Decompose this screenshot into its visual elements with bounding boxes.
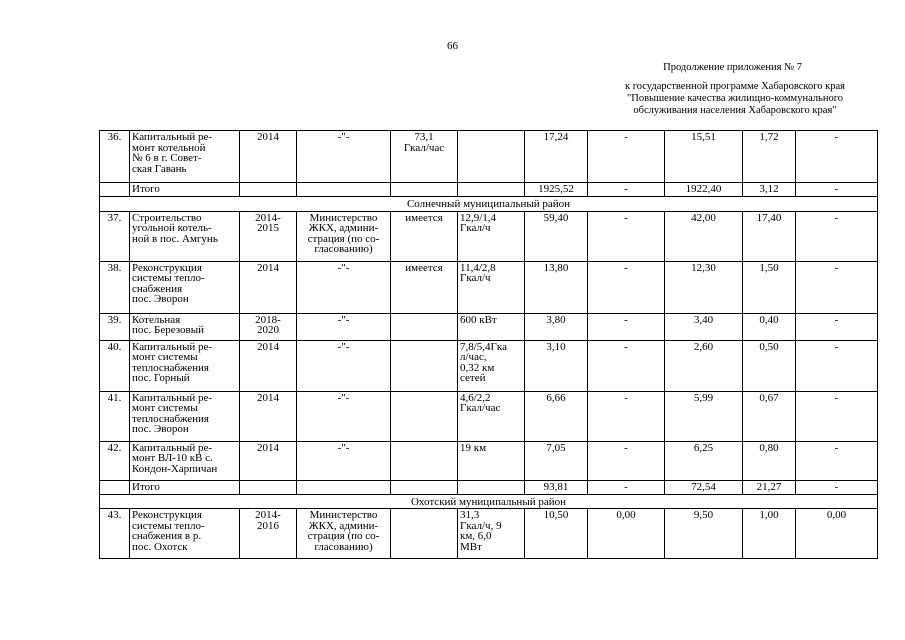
table-row xyxy=(100,211,878,261)
cell-design-docs-power xyxy=(391,261,458,313)
cell-municipal-funds: 17,40 xyxy=(743,211,796,261)
cell-design-docs-power xyxy=(391,391,458,441)
cell-executor: Министерство ЖКХ, админи- страция (по со- гласованию) xyxy=(297,509,391,559)
cell-period: 2014 xyxy=(240,441,297,480)
table-row xyxy=(100,261,878,313)
cell-federal-funds: - xyxy=(588,441,665,480)
cell-capacity: 19 км xyxy=(458,441,525,480)
table-row xyxy=(100,340,878,391)
cell-executor xyxy=(297,183,391,197)
cell-federal-funds: - xyxy=(588,131,665,183)
cell-period xyxy=(240,183,297,197)
cell-period: 2014- 2016 xyxy=(240,509,297,559)
cell-total-cost: 59,40 xyxy=(525,211,588,261)
cell-other-funds: - xyxy=(796,211,878,261)
cell-design-docs-power xyxy=(391,340,458,391)
cell-period: 2014- 2015 xyxy=(240,211,297,261)
table-row xyxy=(100,441,878,480)
cell-other-funds: - xyxy=(796,183,878,197)
table-row xyxy=(100,509,878,559)
cell-other-funds: - xyxy=(796,340,878,391)
cell-object-name: Капитальный ре- монт ВЛ-10 кВ с. Кондон-Харпичан xyxy=(130,441,240,480)
program-line-1: к государственной программе Хабаровского края xyxy=(625,81,845,92)
cell-executor: -"- xyxy=(297,313,391,340)
cell-municipal-funds: 0,50 xyxy=(743,340,796,391)
cell-municipal-funds: 0,67 xyxy=(743,391,796,441)
district-name: Охотский муниципальный район xyxy=(100,494,878,509)
cell-object-name: Итого xyxy=(130,183,240,197)
cell-regional-funds: 1922,40 xyxy=(665,183,743,197)
cell-object-name: Котельная пос. Березовый xyxy=(130,313,240,340)
cell-executor: -"- xyxy=(297,340,391,391)
cell-object-name: Строительство угольной котель- ной в пос. Амгунь xyxy=(130,211,240,261)
cell-regional-funds: 12,30 xyxy=(665,261,743,313)
cell-row-number: 36. xyxy=(100,131,130,183)
cell-executor xyxy=(297,480,391,494)
appendix-continuation: Продолжение приложения № 7 xyxy=(663,62,802,73)
district-name: Солнечный муниципальный район xyxy=(100,197,878,212)
district-header-row xyxy=(100,197,878,212)
cell-total-cost: 10,50 xyxy=(525,509,588,559)
program-table xyxy=(99,130,878,559)
cell-capacity xyxy=(458,183,525,197)
cell-period: 2014 xyxy=(240,391,297,441)
cell-regional-funds: 5,99 xyxy=(665,391,743,441)
cell-capacity xyxy=(458,480,525,494)
cell-regional-funds: 42,00 xyxy=(665,211,743,261)
cell-design-docs-power xyxy=(391,313,458,340)
cell-design-docs-power xyxy=(391,441,458,480)
table-row xyxy=(100,391,878,441)
cell-regional-funds: 9,50 xyxy=(665,509,743,559)
cell-municipal-funds: 1,72 xyxy=(743,131,796,183)
cell-design-docs-power xyxy=(391,509,458,559)
cell-executor: -"- xyxy=(297,441,391,480)
page-number: 66 xyxy=(447,40,458,52)
cell-row-number: 39. xyxy=(100,313,130,340)
cell-other-funds: - xyxy=(796,261,878,313)
cell-object-name: Реконструкция системы тепло- снабжения пос. Эворон xyxy=(130,261,240,313)
cell-other-funds: - xyxy=(796,313,878,340)
cell-municipal-funds: 0,80 xyxy=(743,441,796,480)
cell-design-docs-power xyxy=(391,183,458,197)
table-row xyxy=(100,313,878,340)
cell-municipal-funds: 21,27 xyxy=(743,480,796,494)
cell-other-funds: - xyxy=(796,480,878,494)
power-value: 73,1 Гкал/час xyxy=(403,131,445,154)
cell-federal-funds: - xyxy=(588,391,665,441)
cell-design-docs-power xyxy=(391,211,458,261)
program-line-3: обслуживания населения Хабаровского края" xyxy=(633,105,837,116)
cell-period: 2014 xyxy=(240,340,297,391)
cell-design-docs-power xyxy=(391,480,458,494)
cell-capacity: 7,8/5,4Гка л/час, 0,32 км сетей xyxy=(458,340,525,391)
cell-capacity: 600 кВт xyxy=(458,313,525,340)
cell-total-cost: 93,81 xyxy=(525,480,588,494)
table-body xyxy=(100,131,878,559)
cell-period xyxy=(240,480,297,494)
cell-row-number: 37. xyxy=(100,211,130,261)
cell-total-cost: 3,10 xyxy=(525,340,588,391)
cell-regional-funds: 3,40 xyxy=(665,313,743,340)
cell-total-cost: 7,05 xyxy=(525,441,588,480)
cell-municipal-funds: 3,12 xyxy=(743,183,796,197)
cell-federal-funds: - xyxy=(588,340,665,391)
cell-other-funds: - xyxy=(796,441,878,480)
cell-municipal-funds: 1,00 xyxy=(743,509,796,559)
cell-object-name: Капитальный ре- монт системы теплоснабжения пос. Эворон xyxy=(130,391,240,441)
cell-regional-funds: 72,54 xyxy=(665,480,743,494)
design-docs-status: имеется xyxy=(405,211,443,224)
cell-federal-funds: - xyxy=(588,313,665,340)
cell-period: 2018- 2020 xyxy=(240,313,297,340)
cell-capacity xyxy=(458,131,525,183)
cell-row-number: 41. xyxy=(100,391,130,441)
cell-other-funds: - xyxy=(796,131,878,183)
cell-row-number: 42. xyxy=(100,441,130,480)
table-row xyxy=(100,131,878,183)
cell-row-number: 38. xyxy=(100,261,130,313)
cell-capacity: 31,3 Гкал/ч, 9 км, 6,0 МВт xyxy=(458,509,525,559)
program-line-2: "Повышение качества жилищно-коммунального xyxy=(626,93,844,104)
cell-object-name: Капитальный ре- монт котельной № 6 в г. Совет- ская Гавань xyxy=(130,131,240,183)
cell-federal-funds: 0,00 xyxy=(588,509,665,559)
cell-object-name: Реконструкция системы тепло- снабжения в р. пос. Охотск xyxy=(130,509,240,559)
cell-federal-funds: - xyxy=(588,480,665,494)
cell-executor: -"- xyxy=(297,391,391,441)
cell-total-cost: 1925,52 xyxy=(525,183,588,197)
cell-executor: -"- xyxy=(297,131,391,183)
cell-regional-funds: 6,25 xyxy=(665,441,743,480)
cell-federal-funds: - xyxy=(588,183,665,197)
cell-other-funds: - xyxy=(796,391,878,441)
cell-executor: -"- xyxy=(297,261,391,313)
design-docs-status: имеется xyxy=(405,261,443,274)
cell-total-cost: 6,66 xyxy=(525,391,588,441)
cell-row-number xyxy=(100,480,130,494)
subtotal-row xyxy=(100,183,878,197)
cell-total-cost: 3,80 xyxy=(525,313,588,340)
cell-period: 2014 xyxy=(240,131,297,183)
cell-federal-funds: - xyxy=(588,211,665,261)
cell-other-funds: 0,00 xyxy=(796,509,878,559)
cell-capacity: 11,4/2,8 Гкал/ч xyxy=(458,261,525,313)
cell-design-docs-power xyxy=(391,131,458,183)
cell-object-name: Итого xyxy=(130,480,240,494)
cell-row-number: 40. xyxy=(100,340,130,391)
cell-municipal-funds: 1,50 xyxy=(743,261,796,313)
cell-total-cost: 13,80 xyxy=(525,261,588,313)
cell-regional-funds: 15,51 xyxy=(665,131,743,183)
cell-municipal-funds: 0,40 xyxy=(743,313,796,340)
cell-capacity: 4,6/2,2 Гкал/час xyxy=(458,391,525,441)
district-header-row xyxy=(100,494,878,509)
cell-row-number: 43. xyxy=(100,509,130,559)
cell-executor: Министерство ЖКХ, админи- страция (по со- гласованию) xyxy=(297,211,391,261)
cell-total-cost: 17,24 xyxy=(525,131,588,183)
cell-row-number xyxy=(100,183,130,197)
cell-regional-funds: 2,60 xyxy=(665,340,743,391)
cell-capacity: 12,9/1,4 Гкал/ч xyxy=(458,211,525,261)
cell-period: 2014 xyxy=(240,261,297,313)
subtotal-row xyxy=(100,480,878,494)
cell-federal-funds: - xyxy=(588,261,665,313)
cell-object-name: Капитальный ре- монт системы теплоснабжения пос. Горный xyxy=(130,340,240,391)
